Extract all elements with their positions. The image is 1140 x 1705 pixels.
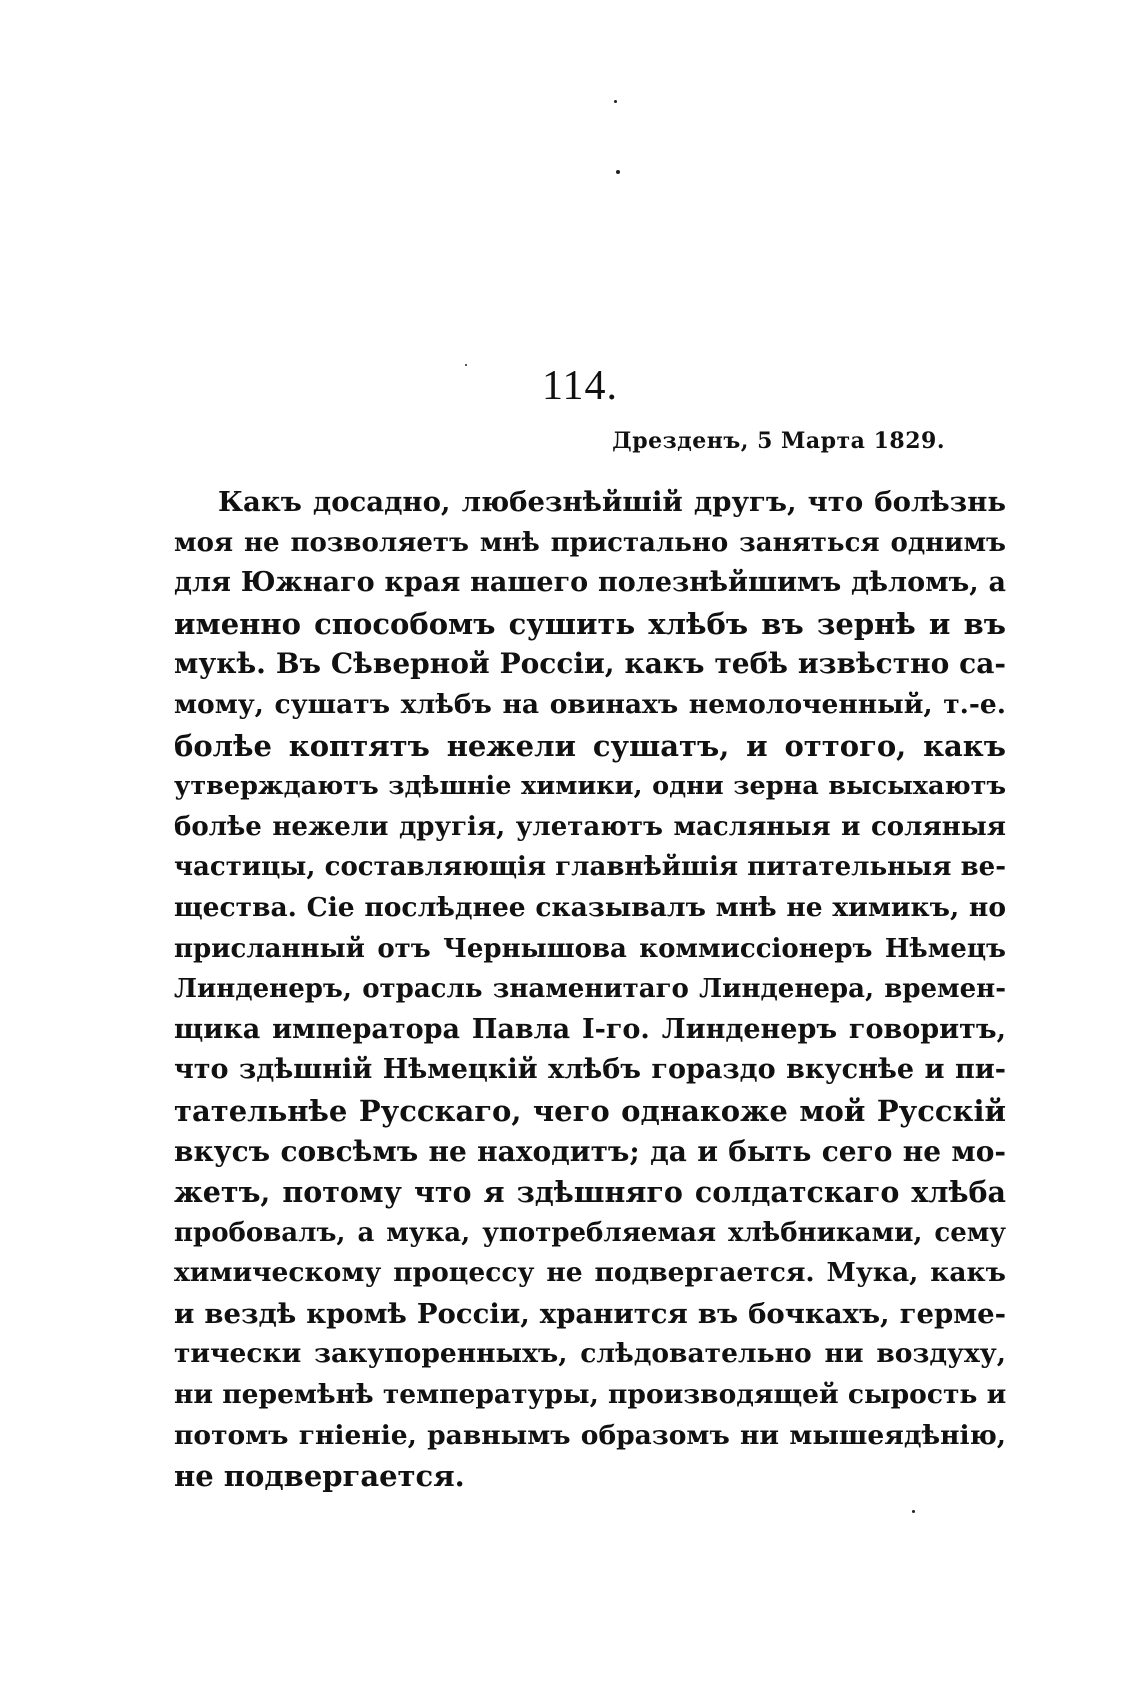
text-line: не подвергается. bbox=[174, 1459, 465, 1494]
dateline: Дрезденъ, 5 Марта 1829. bbox=[612, 428, 945, 454]
text-line: утверждаютъ здѣшніе химики, одни зерна высыхаютъ bbox=[174, 771, 1006, 802]
print-speck bbox=[616, 170, 620, 174]
letter-body bbox=[174, 482, 1006, 1497]
print-speck bbox=[912, 1510, 915, 1513]
text-line: для Южнаго края нашего полезнѣйшимъ дѣломъ, а bbox=[174, 567, 1006, 599]
text-line: мукѣ. Въ Сѣверной Россіи, какъ тебѣ извѣстно са- bbox=[174, 647, 1006, 681]
text-line: болѣе нежели другія, улетаютъ масляныя и соляныя bbox=[174, 811, 1006, 842]
text-line: что здѣшній Нѣмецкій хлѣбъ гораздо вкуснѣе и пи- bbox=[174, 1054, 1006, 1086]
text-line: болѣе коптятъ нежели сушатъ, и оттого, какъ bbox=[174, 728, 1006, 763]
text-line: присланный отъ Чернышова коммиссіонеръ Нѣмецъ bbox=[174, 933, 1006, 964]
text-line: частицы, составляющія главнѣйшія питательныя ве- bbox=[174, 852, 1006, 883]
text-line: тательнѣе Русскаго, чего однакоже мой Русскій bbox=[174, 1093, 1006, 1128]
text-line: моя не позволяетъ мнѣ пристально заняться однимъ bbox=[174, 527, 1006, 558]
text-line: вкусъ совсѣмъ не находитъ; да и быть сего не мо- bbox=[174, 1134, 1006, 1168]
text-line: химическому процессу не подвергается. Мука, какъ bbox=[174, 1257, 1006, 1289]
text-line: щества. Сіе послѣднее сказывалъ мнѣ не химикъ, но bbox=[174, 891, 1006, 923]
text-line: мому, сушатъ хлѣбъ на овинахъ немолоченный, т.-е. bbox=[174, 688, 1006, 720]
text-line: потомъ гніеніе, равнымъ образомъ ни мышеядѣнію, bbox=[174, 1419, 1006, 1451]
letter-number: 114. bbox=[542, 363, 618, 409]
text-line: именно способомъ сушить хлѣбъ въ зернѣ и въ bbox=[174, 606, 1006, 641]
text-line: Линденеръ, отрасль знаменитаго Линденера, времен- bbox=[174, 974, 1006, 1005]
text-line: тически закупоренныхъ, слѣдовательно ни воздуху, bbox=[174, 1338, 1006, 1370]
text-line: и вездѣ кромѣ Россіи, хранится въ бочкахъ, герме- bbox=[174, 1297, 1006, 1330]
text-line: Какъ досадно, любезнѣйшій другъ, что болѣзнь bbox=[218, 486, 1006, 518]
print-speck bbox=[614, 100, 617, 103]
text-line: ни перемѣнѣ температуры, производящей сырость и bbox=[174, 1379, 1007, 1411]
text-line: щика императора Павла І-го. Линденеръ говоритъ, bbox=[174, 1013, 1006, 1045]
text-line: жетъ, потому что я здѣшняго солдатскаго хлѣба bbox=[174, 1175, 1006, 1210]
text-line: пробовалъ, а мука, употребляемая хлѣбниками, сему bbox=[174, 1217, 1006, 1248]
